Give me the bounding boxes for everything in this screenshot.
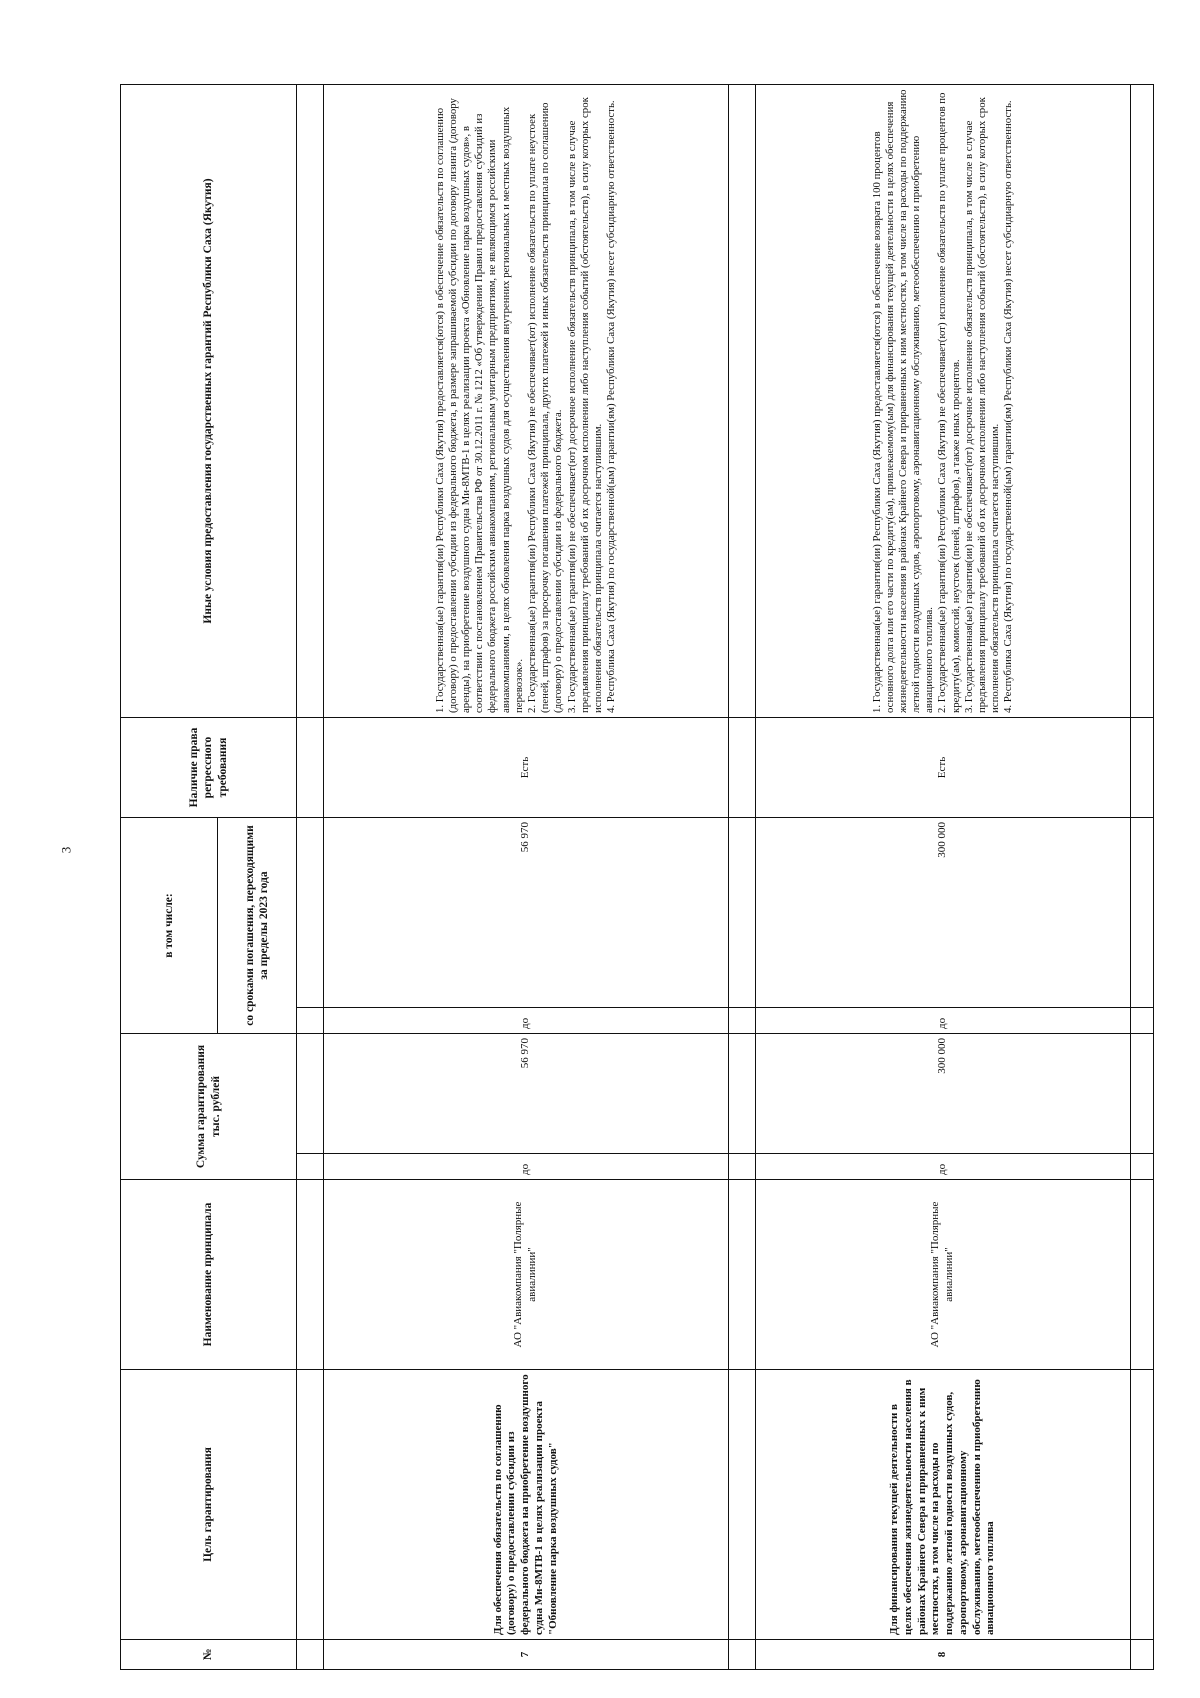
table-spacer-row (297, 85, 324, 1670)
row-maturity-prefix: до (756, 1008, 1131, 1034)
row-amount: 300 000 (756, 1034, 1131, 1154)
condition-item: 4. Республика Саха (Якутия) по государственной(ым) гарантии(ям) Республики Саха (Якутия) несет субсидиарную ответственность. (605, 100, 618, 713)
row-amount-prefix: до (756, 1154, 1131, 1180)
guarantees-table (120, 84, 1154, 1670)
row-maturity-amount: 56 970 (324, 818, 729, 1008)
row-conditions (324, 85, 729, 718)
header-principal: Наименование принципала (121, 1180, 297, 1370)
condition-item: 2. Государственная(ые) гарантия(ии) Республики Саха (Якутия) не обеспечивает(ют) исполнение обязательств по уплате процентов по кредиту(ам), комиссий, неустоек (пеней, штрафов), а также иных процентов. (936, 92, 962, 713)
condition-item: 2. Государственная(ые) гарантия(ии) Республики Саха (Якутия) не обеспечивает(ют) исполнение обязательств по уплате неустоек (пеней, штрафов) за просрочку погашения платежей принципала, других платежей и иных обязательств принципала по соглашению (договору) о предоставлении субсидии из федерального бюджета. (526, 102, 565, 713)
header-including: в том числе: (121, 818, 218, 1034)
table-spacer-row (729, 85, 756, 1670)
condition-item: 3. Государственная(ые) гарантия(ии) не обеспечивает(ют) досрочное исполнение обязательств принципала, в том числе в случае предъявления принципалу требований об их досрочном исполнении либо наступления событий (обстоятельств), в силу которых срок исполнения обязательств принципала считается наступившим. (565, 97, 604, 713)
table-row (324, 85, 729, 1670)
header-purpose: Цель гарантирования (121, 1370, 297, 1640)
header-conditions: Иные условия предоставления государственных гарантий Республики Саха (Якутия) (121, 85, 297, 718)
row-number: 7 (324, 1640, 729, 1670)
row-maturity-prefix: до (324, 1008, 729, 1034)
row-regress: Есть (756, 718, 1131, 818)
table-spacer-row (1131, 85, 1154, 1670)
header-num: № (121, 1640, 297, 1670)
row-purpose: Для финансирования текущей деятельности в целях обеспечения жизнедеятельности населения в районах Крайнего Севера и приравненных к ним местностях, в том числе на расходы по поддержанию летной годности воздушных судов, аэропортовому, аэронавигационному обслуживанию, метеообеспечению и приобретению авиационного топлива (756, 1370, 1131, 1640)
row-purpose: Для обеспечения обязательств по соглашению (договору) о предоставлении субсидии из федерального бюджета на приобретение воздушного судна Ми-8МТВ-1 в целях реализации проекта "Обновление парка воздушных судов" (324, 1370, 729, 1640)
table-header-row (121, 85, 218, 1670)
header-amount: Сумма гарантирования тыс. рублей (121, 1034, 297, 1180)
header-regress: Наличие права регрессного требования (121, 718, 297, 818)
condition-item: 4. Республика Саха (Якутия) по государственной(ым) гарантии(ям) Республики Саха (Якутия) несет субсидиарную ответственность. (1002, 100, 1015, 713)
row-amount-prefix: до (324, 1154, 729, 1180)
condition-item: 1. Государственная(ые) гарантия(ии) Республики Саха (Якутия) предоставляется(ются) в обеспечение возврата 100 процентов основного долга или его части по кредиту(ам), привлекаемому(ым) для финансирования текущей деятельности в целях обеспечения жизнедеятельности населения в районах Крайнего Севера и приравненных к ним местностях, в том числе на расходы по поддержанию летной годности воздушных судов, аэропортовому, аэронавигационному обслуживанию, метеообеспечению и приобретению авиационного топлива. (870, 89, 936, 713)
page-number: 3 (58, 846, 74, 854)
table-row (756, 85, 1131, 1670)
row-regress: Есть (324, 718, 729, 818)
row-conditions (756, 85, 1131, 718)
condition-item: 1. Государственная(ые) гарантия(ии) Республики Саха (Якутия) предоставляется(ются) в обеспечение обязательств по соглашению (договору) о предоставлении субсидии из федерального бюджета, в размере запрашиваемой субсидии по договору лизинга (договору аренды), на приобретение воздушного судна Ми-8МТВ-1 в целях реализации проекта «Обновление парка воздушных судов», в соответствии с постановлением Правительства РФ от 30.12.2011 г. № 1212 «Об утверждении Правил предоставления субсидий из федерального бюджета российским авиакомпаниям, региональным унитарным предприятиям, не являющимся российскими авиакомпаниями, в целях обновления парка воздушных судов для осуществления внутренних региональных и местных воздушных перевозок». (433, 98, 525, 713)
row-maturity-amount: 300 000 (756, 818, 1131, 1008)
row-principal: АО "Авиакомпания "Полярные авиалинии" (756, 1180, 1131, 1370)
rotated-table-container (120, 85, 1130, 1670)
row-number: 8 (756, 1640, 1131, 1670)
header-maturity: со сроками погашения, переходящими за пределы 2023 года (218, 818, 297, 1034)
condition-item: 3. Государственная(ые) гарантия(ии) не обеспечивает(ют) досрочное исполнение обязательств принципала, в том числе в случае предъявления принципалу требований об их досрочном исполнении либо наступления событий (обстоятельств), в силу которых срок исполнения обязательств принципала считается наступившим. (962, 97, 1002, 713)
row-amount: 56 970 (324, 1034, 729, 1154)
row-principal: АО "Авиакомпания "Полярные авиалинии" (324, 1180, 729, 1370)
